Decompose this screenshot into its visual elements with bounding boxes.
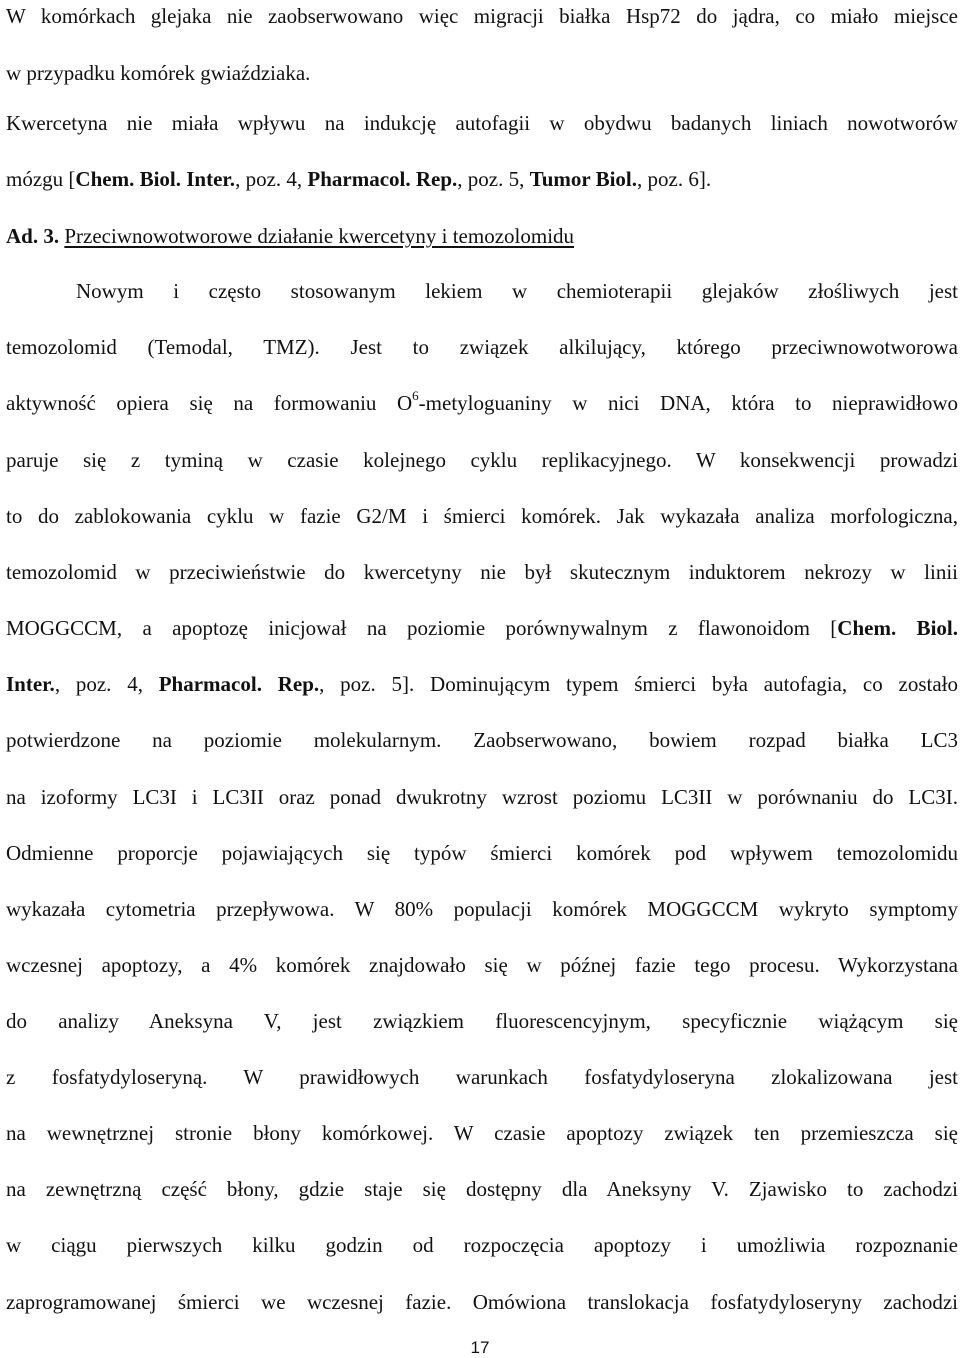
text-span: mózgu [ <box>6 167 76 191</box>
text-span: to do zablokowania cyklu w fazie G2/M i śmierci komórek. Jak wykazała analiza morfologiczna, <box>6 504 958 528</box>
text-span: do analizy Aneksyna V, jest związkiem fluorescencyjnym, specyficznie wiążącym się <box>6 1009 958 1033</box>
paragraph-line <box>6 1009 958 1033</box>
text-span: Nowym i często stosowanym lekiem w chemioterapii glejaków złośliwych jest <box>76 279 958 303</box>
text-span: aktywność opiera się na formowaniu O <box>6 391 413 415</box>
paragraph-line <box>6 728 958 752</box>
text-span: paruje się z tyminą w czasie kolejnego cyklu replikacyjnego. W konsekwencji prowadzi <box>6 448 958 472</box>
citation-journal: Pharmacol. Rep. <box>307 167 458 191</box>
citation-journal: Tumor Biol. <box>529 167 637 191</box>
text-span: temozolomid (Temodal, TMZ). Jest to związek alkilujący, którego przeciwnowotworowa <box>6 335 958 359</box>
section-heading <box>6 224 958 248</box>
text-span: potwierdzone na poziomie molekularnym. Zaobserwowano, bowiem rozpad białka LC3 <box>6 728 958 752</box>
paragraph-line <box>6 111 958 135</box>
paragraph-line <box>6 1065 958 1089</box>
paragraph-line <box>6 1233 958 1257</box>
paragraph-line-citation <box>6 167 958 191</box>
paragraph-line <box>6 1121 958 1145</box>
text-span: na zewnętrzną część błony, gdzie staje się dostępny dla Aneksyny V. Zjawisko to zachodzi <box>6 1177 958 1201</box>
section-number: Ad. 3. <box>6 224 60 248</box>
citation-journal: Chem. Biol. Inter. <box>75 167 236 191</box>
paragraph-line-citation <box>6 616 958 640</box>
citation-journal: Pharmacol. Rep. <box>158 672 320 696</box>
text-span: zaprogramowanej śmierci we wczesnej fazie. Omówiona translokacja fosfatydyloseryny zachodzi <box>6 1290 958 1314</box>
page-number: 17 <box>470 1338 490 1357</box>
text-span: , poz. 5, <box>457 167 530 191</box>
text-span: temozolomid w przeciwieństwie do kwercetyny nie był skutecznym induktorem nekrozy w linii <box>6 560 958 584</box>
paragraph-line <box>6 388 959 415</box>
paragraph-line-citation <box>6 672 958 696</box>
text-span: -metyloguaniny w nici DNA, która to nieprawidłowo <box>418 391 959 415</box>
section-title: Przeciwnowotworowe działanie kwercetyny i temozolomidu <box>64 224 575 248</box>
paragraph-line <box>6 1290 958 1314</box>
text-span: w przypadku komórek gwiaździaka. <box>6 61 311 85</box>
text-span: wczesnej apoptozy, a 4% komórek znajdowało się w późnej fazie tego procesu. Wykorzystana <box>6 953 958 977</box>
paragraph-line <box>6 897 958 921</box>
citation-journal: Inter. <box>6 672 55 696</box>
paragraph-line <box>6 785 958 809</box>
text-span: W komórkach glejaka nie zaobserwowano więc migracji białka Hsp72 do jądra, co miało miejsce <box>6 4 958 28</box>
paragraph-line <box>76 279 958 303</box>
paragraph-line <box>6 953 958 977</box>
text-span: , poz. 4, <box>54 672 159 696</box>
superscript: 6 <box>412 388 419 403</box>
citation-journal: Chem. Biol. <box>837 616 958 640</box>
text-span: na izoformy LC3I i LC3II oraz ponad dwukrotny wzrost poziomu LC3II w porównaniu do LC3I. <box>6 785 958 809</box>
paragraph-line <box>6 61 958 85</box>
paragraph-line <box>6 335 958 359</box>
text-span: , poz. 4, <box>235 167 308 191</box>
paragraph-line <box>6 841 958 865</box>
text-span: w ciągu pierwszych kilku godzin od rozpoczęcia apoptozy i umożliwia rozpoznanie <box>6 1233 958 1257</box>
paragraph-line <box>6 560 958 584</box>
text-span: MOGGCCM, a apoptozę inicjował na poziomie porównywalnym z flawonoidom [ <box>6 616 838 640</box>
text-span: , poz. 6]. <box>637 167 712 191</box>
text-span: z fosfatydyloseryną. W prawidłowych warunkach fosfatydyloseryna zlokalizowana jest <box>6 1065 958 1089</box>
text-span: na wewnętrznej stronie błony komórkowej. W czasie apoptozy związek ten przemieszcza się <box>6 1121 958 1145</box>
paragraph-line <box>6 504 958 528</box>
text-span: Kwercetyna nie miała wpływu na indukcję autofagii w obydwu badanych liniach nowotworów <box>6 111 958 135</box>
text-span: Odmienne proporcje pojawiających się typów śmierci komórek pod wpływem temozolomidu <box>6 841 958 865</box>
text-span: wykazała cytometria przepływowa. W 80% populacji komórek MOGGCCM wykryto symptomy <box>6 897 958 921</box>
paragraph-line <box>6 1177 958 1201</box>
paragraph-line <box>6 4 958 28</box>
paragraph-line <box>6 448 958 472</box>
text-span: , poz. 5]. Dominującym typem śmierci była autofagia, co zostało <box>319 672 958 696</box>
